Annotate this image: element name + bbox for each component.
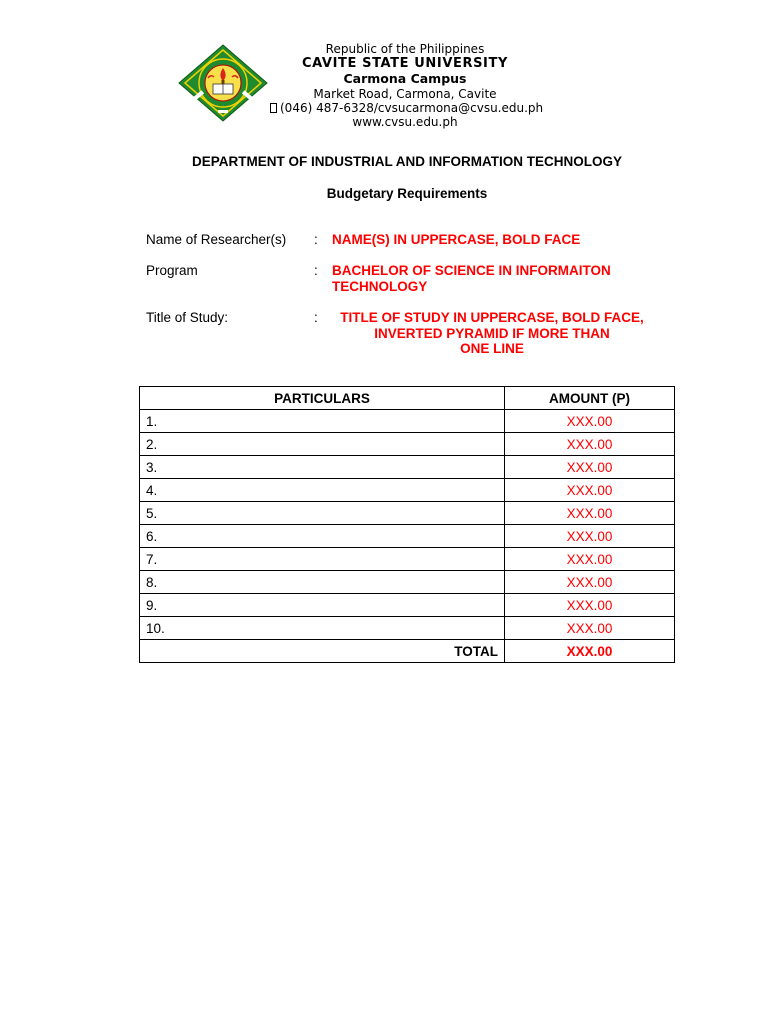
- contact-line: [270, 101, 544, 115]
- particular-cell: 3.: [140, 456, 505, 479]
- program-value-line: TECHNOLOGY: [332, 278, 428, 294]
- table-row: [140, 456, 675, 479]
- campus-name: Carmona Campus: [343, 71, 467, 86]
- program-label: Program: [146, 263, 198, 278]
- university-seal-logo: [178, 44, 268, 122]
- researcher-value: NAME(S) IN UPPERCASE, BOLD FACE: [332, 232, 581, 247]
- table-row: [140, 479, 675, 502]
- amount-cell: XXX.00: [505, 433, 675, 456]
- budget-table: [139, 386, 675, 663]
- researcher-label: Name of Researcher(s): [146, 232, 287, 247]
- amount-cell: XXX.00: [505, 479, 675, 502]
- country-line: Republic of the Philippines: [325, 42, 485, 56]
- table-row: [140, 548, 675, 571]
- amount-cell: XXX.00: [505, 502, 675, 525]
- program-colon: :: [314, 263, 318, 278]
- total-row: [140, 640, 675, 663]
- amount-cell: XXX.00: [505, 525, 675, 548]
- particular-cell: 7.: [140, 548, 505, 571]
- phone-icon: [270, 103, 277, 113]
- total-label: TOTAL: [140, 640, 505, 663]
- address-line: Market Road, Carmona, Cavite: [313, 87, 497, 101]
- title-value-line: INVERTED PYRAMID IF MORE THAN: [374, 325, 610, 341]
- particular-cell: 1.: [140, 410, 505, 433]
- title-value-line: TITLE OF STUDY IN UPPERCASE, BOLD FACE,: [340, 310, 644, 325]
- document-subtitle: Budgetary Requirements: [326, 186, 488, 201]
- program-value: [332, 263, 652, 294]
- website-line: www.cvsu.edu.ph: [352, 115, 458, 129]
- university-name: CAVITE STATE UNIVERSITY: [302, 56, 508, 71]
- amount-cell: XXX.00: [505, 456, 675, 479]
- amount-cell: XXX.00: [505, 617, 675, 640]
- table-row: [140, 502, 675, 525]
- particular-cell: 2.: [140, 433, 505, 456]
- contact-text: (046) 487-6328/cvsucarmona@cvsu.edu.ph: [280, 101, 544, 115]
- title-colon: :: [314, 310, 318, 325]
- table-row: [140, 571, 675, 594]
- amount-cell: XXX.00: [505, 548, 675, 571]
- particular-cell: 9.: [140, 594, 505, 617]
- table-row: [140, 617, 675, 640]
- letterhead: [270, 42, 544, 129]
- table-row: [140, 525, 675, 548]
- table-row: [140, 410, 675, 433]
- title-value-line: ONE LINE: [460, 341, 524, 356]
- title-value: [332, 310, 652, 357]
- particular-cell: 8.: [140, 571, 505, 594]
- table-row: [140, 433, 675, 456]
- amount-cell: XXX.00: [505, 594, 675, 617]
- amount-cell: XXX.00: [505, 410, 675, 433]
- program-value-line: BACHELOR OF SCIENCE IN INFORMAITON: [332, 263, 611, 278]
- title-label: Title of Study:: [146, 310, 229, 325]
- table-row: [140, 594, 675, 617]
- particular-cell: 5.: [140, 502, 505, 525]
- particular-cell: 6.: [140, 525, 505, 548]
- table-header-row: [140, 387, 675, 410]
- department-title: DEPARTMENT OF INDUSTRIAL AND INFORMATION TECHNOLOGY: [192, 154, 622, 169]
- total-amount: XXX.00: [505, 640, 675, 663]
- particular-cell: 4.: [140, 479, 505, 502]
- particulars-header: PARTICULARS: [140, 387, 505, 410]
- particular-cell: 10.: [140, 617, 505, 640]
- researcher-colon: :: [314, 232, 318, 247]
- amount-cell: XXX.00: [505, 571, 675, 594]
- amount-header: AMOUNT (P): [505, 387, 675, 410]
